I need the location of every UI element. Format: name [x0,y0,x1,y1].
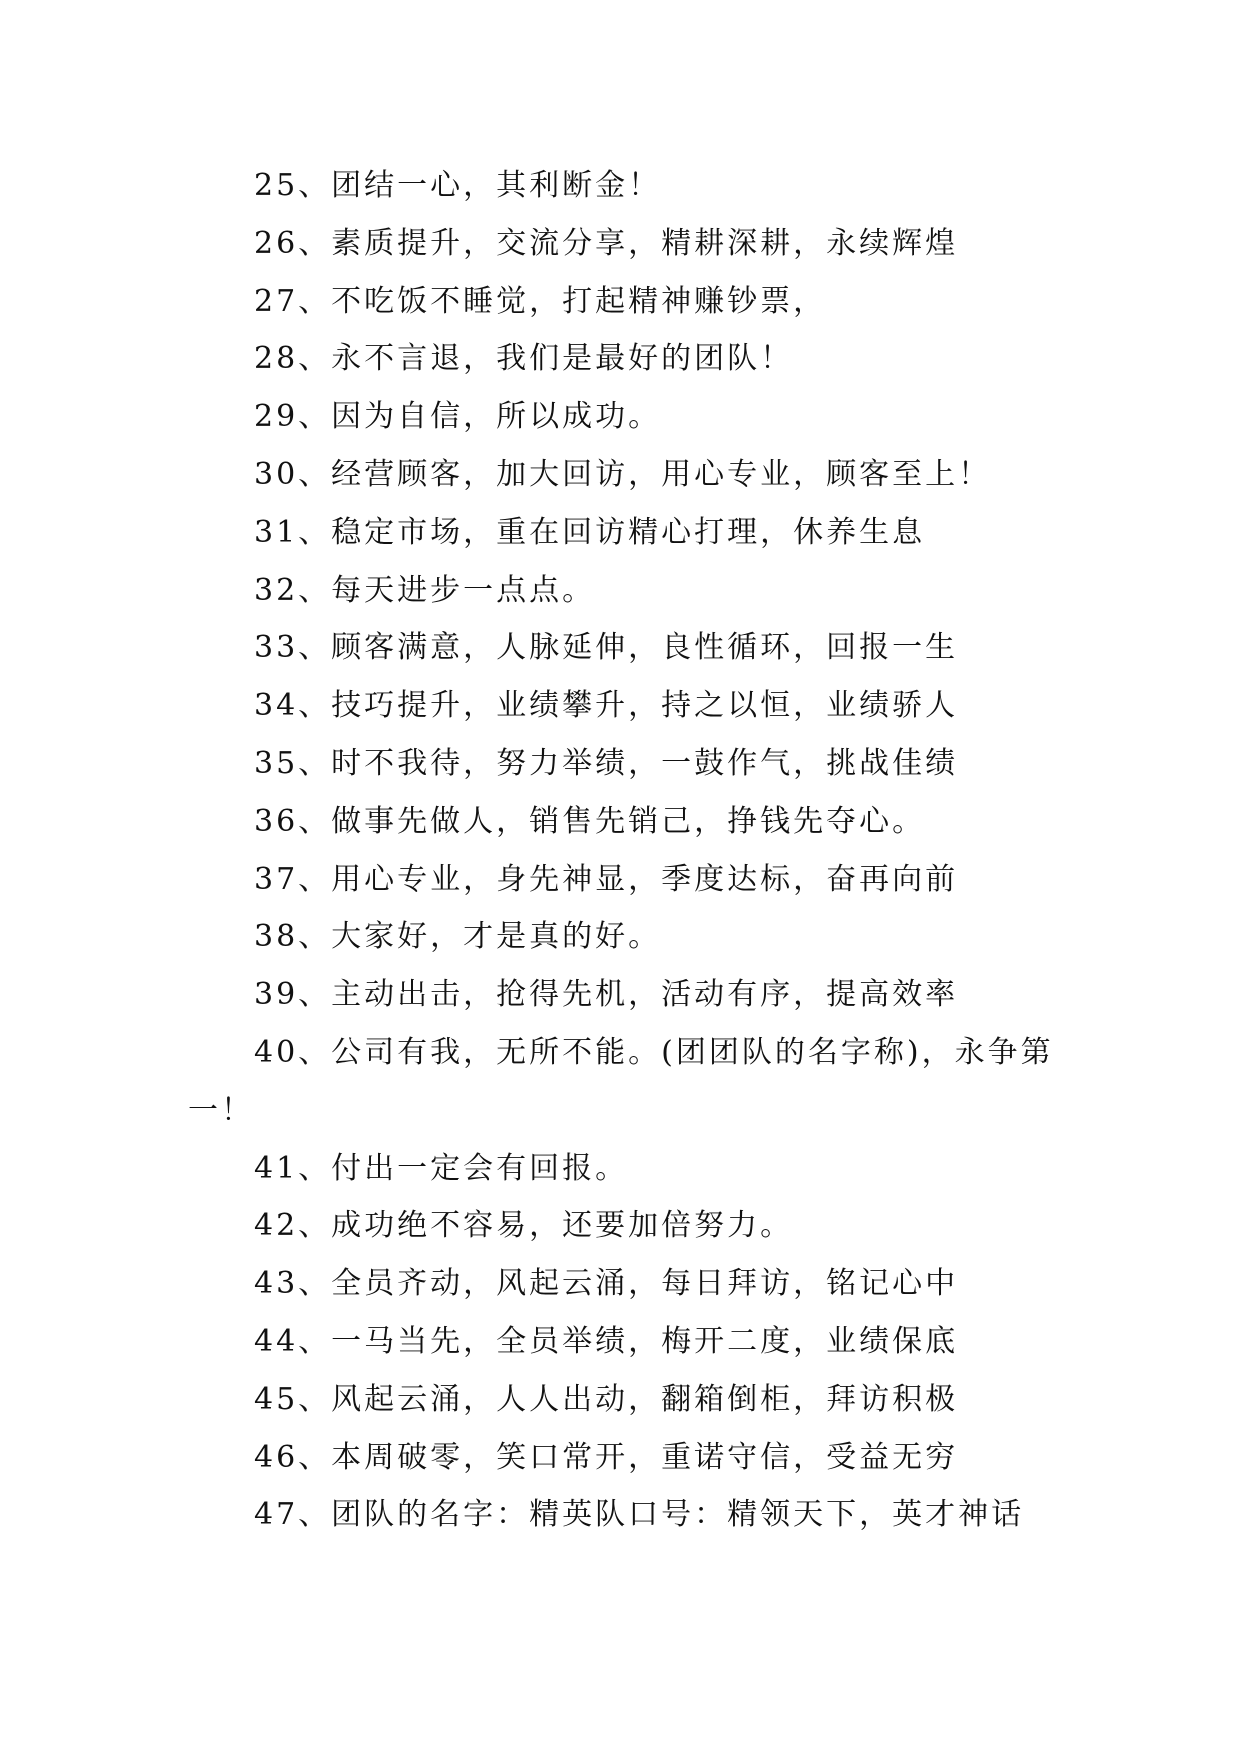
slogan-line-41: 41、付出一定会有回报。 [254,1150,629,1186]
slogan-line-29: 29、因为自信，所以成功。 [254,399,662,435]
slogan-line-40-continued: 一！ [188,1092,254,1128]
slogan-line-28: 28、永不言退，我们是最好的团队！ [254,341,794,377]
slogan-line-34: 34、技巧提升，业绩攀升，持之以恒，业绩骄人 [254,688,959,724]
slogan-line-46: 46、本周破零，笑口常开，重诺守信，受益无穷 [254,1439,959,1475]
slogan-line-36: 36、做事先做人，销售先销己，挣钱先夺心。 [254,803,926,839]
slogan-line-30: 30、经营顾客，加大回访，用心专业，顾客至上！ [254,456,992,492]
slogan-line-26: 26、素质提升，交流分享，精耕深耕，永续辉煌 [254,225,959,261]
slogan-line-43: 43、全员齐动，风起云涌，每日拜访，铭记心中 [254,1266,959,1302]
slogan-line-45: 45、风起云涌，人人出动，翻箱倒柜，拜访积极 [254,1381,959,1417]
slogan-line-35: 35、时不我待，努力举绩，一鼓作气，挑战佳绩 [254,745,959,781]
slogan-line-25: 25、团结一心，其利断金！ [254,168,662,203]
slogan-line-27: 27、不吃饭不睡觉，打起精神赚钞票， [254,283,827,319]
slogan-line-31: 31、稳定市场，重在回访精心打理，休养生息 [254,514,926,550]
slogan-line-44: 44、一马当先，全员举绩，梅开二度，业绩保底 [254,1323,959,1359]
slogan-line-38: 38、大家好，才是真的好。 [254,919,662,955]
slogan-line-40: 40、公司有我，无所不能。(团团队的名字称)，永争第 [254,1034,1054,1070]
slogan-list [188,157,1058,1544]
slogan-line-39: 39、主动出击，抢得先机，活动有序，提高效率 [254,977,959,1013]
slogan-line-42: 42、成功绝不容易，还要加倍努力。 [254,1208,794,1244]
slogan-line-47: 47、团队的名字：精英队口号：精领天下，英才神话 [254,1497,1025,1533]
slogan-line-33: 33、顾客满意，人脉延伸，良性循环，回报一生 [254,630,959,666]
slogan-line-37: 37、用心专业，身先神显，季度达标，奋再向前 [254,861,959,897]
slogan-line-32: 32、每天进步一点点。 [254,572,596,608]
